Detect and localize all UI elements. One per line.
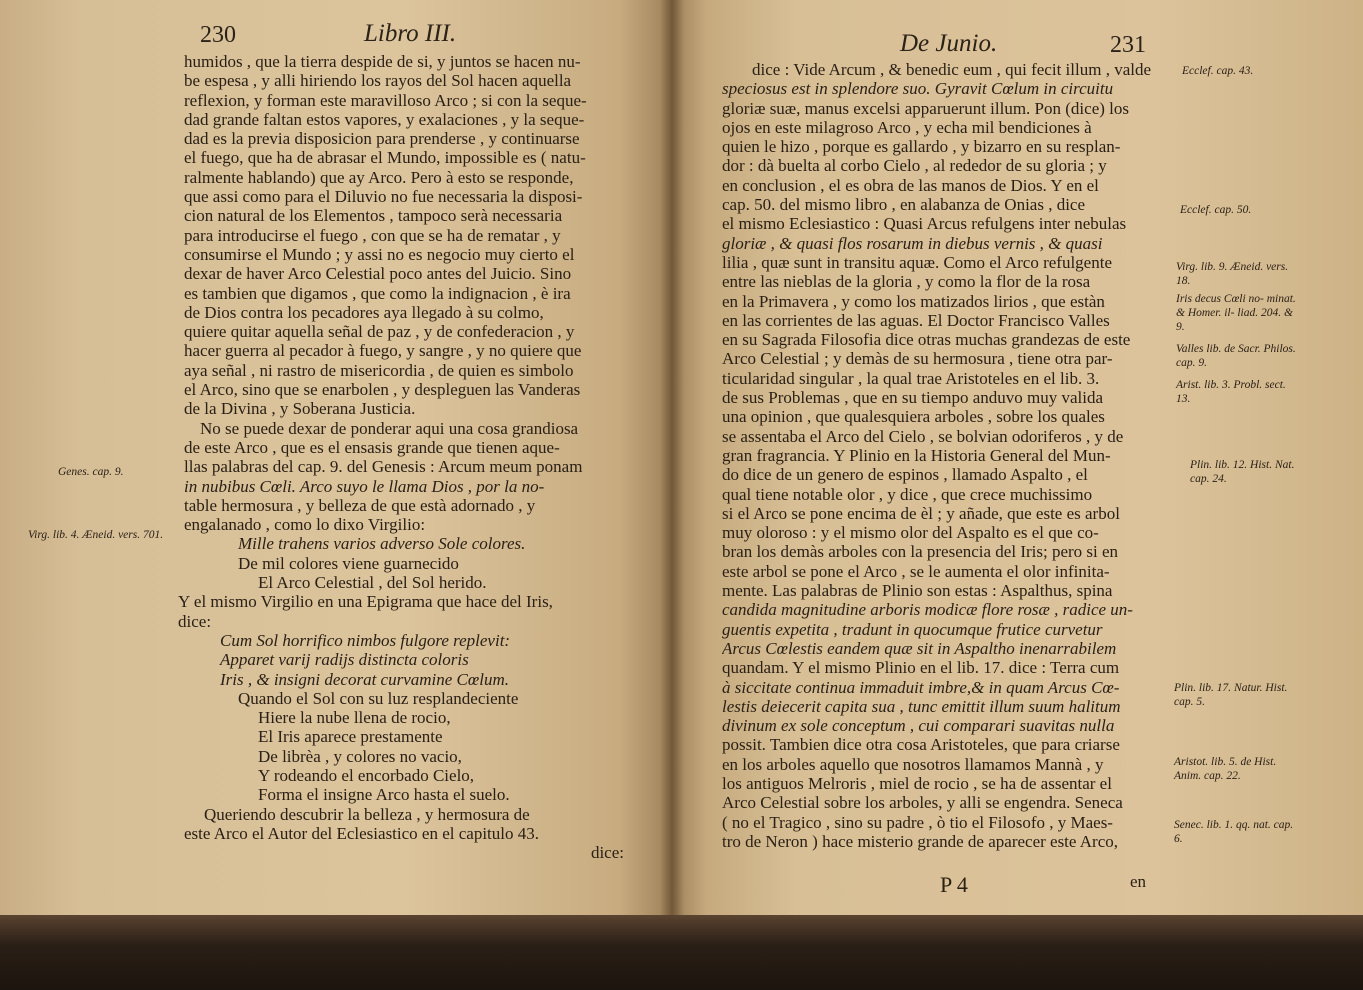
verse-line: Mille trahens varios adverso Sole colores. (238, 534, 526, 554)
verse-line: Quando el Sol con su luz resplandeciente (238, 688, 519, 708)
text-line: be espesa , y alli hiriendo los rayos del Sol hacen aquella (184, 71, 572, 91)
margin-note: Virg. lib. 4. Æneid. vers. 701. (28, 529, 164, 541)
text-line: candida magnitudine arboris modicæ flore rosæ , radice un- (722, 600, 1133, 620)
text-line: dexar de haver Arco Celestial poco antes del Juicio. Sino (184, 264, 572, 284)
text-line: speciosus est in splendore suo. Gyravit Cœlum in circuitu (722, 79, 1114, 99)
text-line: Arco Celestial ; y demàs de su hermosura , tiene otra par- (722, 349, 1113, 369)
text-line: dad grande faltan estos vapores, y exalaciones , y la seque- (184, 109, 585, 129)
text-line: en su Sagrada Filosofia dice otras muchas grandezas de este (722, 330, 1131, 350)
text-line: muy oloroso : y el mismo olor del Aspalto es el que co- (722, 523, 1099, 543)
text-line: cap. 50. del mismo libro , en alabanza de Onias , dice (722, 195, 1086, 215)
text-line: hacer guerra al pecador à fuego, y sangre , y no quiere que (184, 341, 582, 361)
margin-note: Plin. lib. 12. Hist. Nat. cap. 24. (1190, 459, 1295, 485)
text-line: engalanado , como lo dixo Virgilio: (184, 515, 426, 535)
text-line: ralmente hablando) que ay Arco. Pero à esto se responde, (184, 167, 574, 187)
margin-note: Ecclef. cap. 50. (1180, 204, 1252, 216)
text-line: quiere quitar aquella señal de paz , y de confederacion , y (184, 322, 575, 342)
right-page-number: 231 (1110, 32, 1146, 58)
verse-line: El Iris aparece prestamente (258, 727, 443, 747)
text-line: de Dios contra los pecadores aya llegado à su colmo, (184, 302, 544, 322)
text-line: qual tiene notable olor , y dice , que crece muchissimo (722, 484, 1093, 504)
margin-note: Aristot. lib. 5. de Hist. Anim. cap. 22. (1174, 756, 1277, 782)
verse-line: Y rodeando el encorbado Cielo, (258, 765, 475, 785)
text-line: dice: (178, 611, 212, 631)
text-line: ojos en este milagroso Arco , y echa mil bendiciones à (722, 117, 1092, 137)
verse-line: El Arco Celestial , del Sol herido. (258, 573, 487, 593)
book-gutter (660, 0, 684, 935)
text-line: guentis expetita , tradunt in quocumque frutice curvetur (722, 619, 1103, 639)
text-line: humidos , que la tierra despide de si, y juntos se hacen nu- (184, 52, 581, 71)
text-line: llas palabras del cap. 9. del Genesis : Arcum meum ponam (184, 457, 583, 477)
text-line: Y el mismo Virgilio en una Epigrama que hace del Iris, (178, 592, 553, 612)
text-line: para introducirse el fuego , con que se ha de rematar , y (184, 225, 561, 245)
left-running-head: Libro III. (364, 20, 457, 47)
text-line: entre las nieblas de la gloria , y como la flor de la rosa (722, 272, 1091, 292)
margin-note: Ecclef. cap. 43. (1182, 65, 1254, 77)
verse-line: Cum Sol horrifico nimbos fulgore replevit: (220, 630, 511, 650)
margin-note: Plin. lib. 17. Natur. Hist. cap. 5. (1174, 682, 1288, 708)
text-line: aya señal , ni rastro de misericordia , de quien es simbolo (184, 360, 574, 380)
text-line: à siccitate continua immaduit imbre,& in quam Arcus Cœ- (722, 677, 1120, 697)
text-line: tro de Neron ) hace misterio grande de aparecer este Arco, (722, 831, 1118, 851)
margin-note: Arist. lib. 3. Probl. sect. 13. (1176, 379, 1286, 405)
verse-line: De librèa , y colores no vacio, (258, 746, 462, 766)
text-line: Arcus Cœlestis eandem quæ sit in Aspaltho inenarrabilem (722, 638, 1117, 658)
text-line: in nubibus Cœli. Arco suyo le llama Dios , por la no- (184, 476, 545, 496)
text-line: el mismo Eclesiastico : Quasi Arcus refulgens inter nebulas (722, 214, 1127, 234)
text-line: gloriæ , & quasi flos rosarum in diebus vernis , & quasi (722, 233, 1103, 253)
text-line: cion natural de los Elementos , tampoco serà necessaria (184, 206, 563, 226)
text-line: divinum ex sole conceptum , cui comparari suavitas nulla (722, 716, 1115, 736)
text-line: reflexion, y forman este maravilloso Arco ; si con la seque- (184, 90, 587, 110)
text-line: Queriendo descubrir la belleza , y hermosura de (204, 804, 530, 824)
text-line: lestis deiecerit capita sua , tunc emittit illum suum halitum (722, 696, 1121, 716)
text-line: el fuego, que ha de abrasar el Mundo, impossible es ( natu- (184, 148, 586, 168)
text-line: los antiguos Melroris , miel de rocio , se ha de assentar el (722, 773, 1112, 793)
verse-line: Forma el insigne Arco hasta el suelo. (258, 785, 510, 805)
text-line: consumirse el Mundo ; y assi no es negocio muy cierto el (184, 244, 575, 264)
catchword: en (1130, 872, 1147, 891)
text-line: este arbol se pone el Arco , se le aumenta el olor infinita- (722, 561, 1110, 581)
text-line: mente. Las palabras de Plinio son estas : Aspalthus, spina (722, 581, 1113, 601)
text-line: dice : Vide Arcum , & benedic eum , qui fecit illum , valde (752, 60, 1152, 79)
text-line: de sus Problemas , que en su tiempo anduvo muy valida (722, 388, 1104, 408)
margin-note: Genes. cap. 9. (58, 466, 124, 478)
text-line: table hermosura , y belleza de que està adornado , y (184, 495, 536, 515)
text-line: en las corrientes de las aguas. El Doctor Francisco Valles (722, 310, 1110, 330)
text-line: que assi como para el Diluvio no fue necessaria la disposi- (184, 187, 583, 207)
left-page (0, 0, 672, 935)
text-line: en la Primavera , y como los matizados lirios , que estàn (722, 291, 1105, 311)
text-line: dor : dà buelta al corbo Cielo , al rededor de su gloria ; y (722, 156, 1107, 176)
text-line: este Arco el Autor del Eclesiastico en el capitulo 43. (184, 823, 539, 843)
text-line: una opinion , que qualesquiera arboles , sobre los quales (722, 407, 1105, 427)
verse-line: Iris , & insigni decorat curvamine Cœlum. (220, 669, 509, 689)
right-running-head: De Junio. (900, 30, 998, 57)
text-line: quien le hizo , porque es gallardo , y bizarro en su resplan- (722, 137, 1121, 157)
text-line: do dice de un genero de espinos , llamado Aspalto , el (722, 465, 1088, 485)
text-line: es tambien que digamos , que como la indignacion , è ira (184, 283, 571, 303)
margin-note: Valles lib. de Sacr. Philos. cap. 9. (1176, 343, 1296, 369)
catchword-line: dice: (590, 843, 624, 863)
verse-line: Hiere la nube llena de rocio, (258, 708, 451, 728)
text-line: se assentaba el Arco del Cielo , se bolvian odoriferos , y de (722, 426, 1124, 446)
text-line: si el Arco se pone encima de èl ; y añade, que este es arbol (722, 503, 1120, 523)
text-line: possit. Tambien dice otra cosa Aristoteles, que para criarse (722, 735, 1120, 755)
margin-note: Iris decus Cœli no- minat. & Homer. il- liad. 204. & 9. (1176, 293, 1296, 333)
text-line: en conclusion , el es obra de las manos de Dios. Y en el (722, 175, 1099, 195)
text-line: dad es la previa disposicion para prenderse , y continuarse (184, 129, 580, 149)
text-line: quandam. Y el mismo Plinio en el lib. 17. dice : Terra cum (722, 658, 1120, 678)
text-line: de este Arco , que es el ensasis grande que tienen aque- (184, 437, 560, 457)
verse-line: Apparet varij radijs distincta coloris (220, 650, 469, 670)
left-body-text (178, 52, 624, 863)
text-line: ticularidad singular , la qual trae Aristoteles en el lib. 3. (722, 368, 1100, 388)
text-line: ( no el Tragico , sino su padre , ò tio el Filosofo , y Maes- (722, 812, 1113, 832)
right-page (672, 0, 1363, 935)
signature-mark: P 4 (940, 872, 968, 897)
text-line: No se puede dexar de ponderar aqui una cosa grandiosa (200, 418, 579, 438)
text-line: bran los demàs arboles con la presencia del Iris; pero si en (722, 542, 1119, 562)
book-edge-shadow (0, 915, 1363, 990)
verse-line: De mil colores viene guarnecido (238, 553, 459, 573)
right-body-text (722, 60, 1162, 851)
margin-note: Virg. lib. 9. Æneid. vers. 18. (1176, 261, 1289, 287)
text-line: gran fragrancia. Y Plinio en la Historia General del Mun- (722, 445, 1111, 465)
text-line: en los arboles aquello que nosotros llamamos Mannà , y (722, 754, 1104, 774)
text-line: lilia , quæ sunt in transitu aquæ. Como el Arco refulgente (722, 252, 1112, 272)
margin-note: Senec. lib. 1. qq. nat. cap. 6. (1174, 819, 1294, 845)
text-line: de la Divina , y Soberana Justicia. (184, 399, 416, 419)
text-line: el Arco, sino que se enarbolen , y despleguen las Vanderas (184, 380, 581, 400)
text-line: Arco Celestial sobre los arboles, y alli se engendra. Seneca (722, 793, 1123, 813)
text-line: gloriæ suæ, manus excelsi apparuerunt illum. Pon (dice) los (722, 98, 1129, 118)
left-page-number: 230 (200, 22, 236, 48)
